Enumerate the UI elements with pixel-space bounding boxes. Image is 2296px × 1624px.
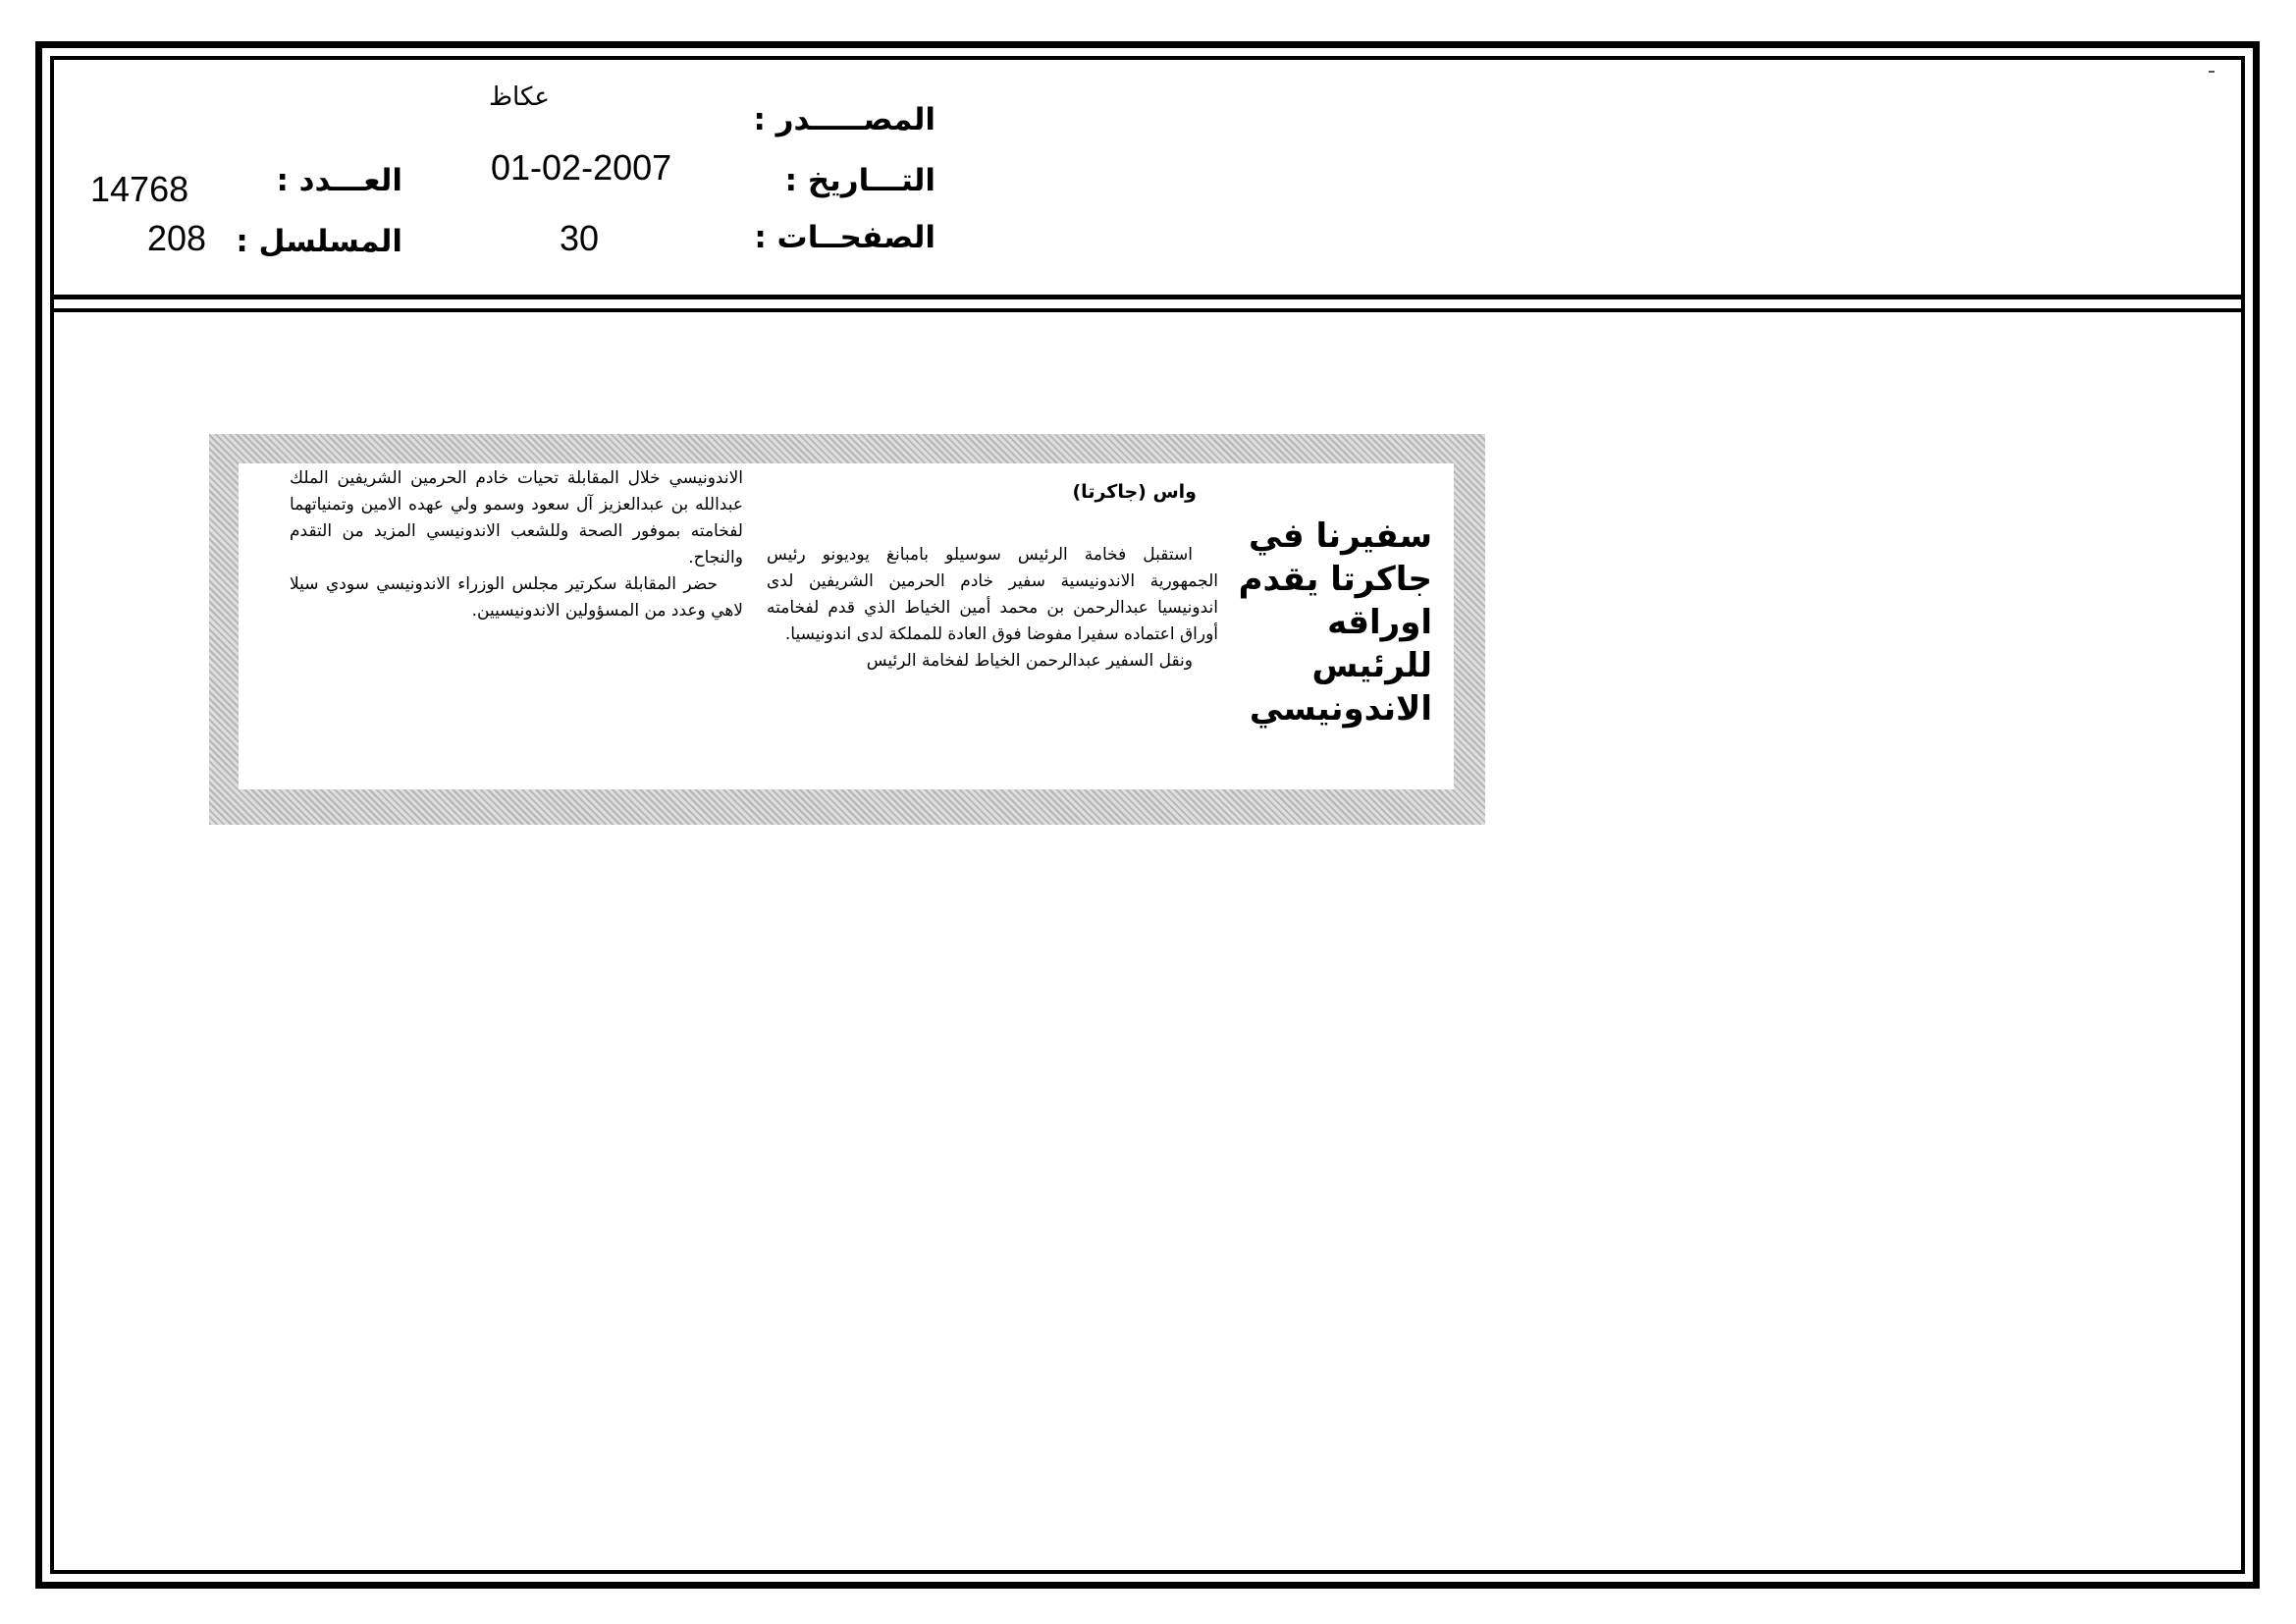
issue-label: العـــدد : xyxy=(276,163,402,198)
issue-value: 14768 xyxy=(90,169,189,209)
clipping-paper xyxy=(239,463,1454,789)
headline-line: اوراقه للرئيس xyxy=(1311,603,1432,685)
serial-value: 208 xyxy=(147,218,207,258)
date-value: 01-02-2007 xyxy=(491,147,672,188)
source-label: المصـــــدر : xyxy=(753,102,935,137)
date-label: التـــاريخ : xyxy=(784,163,935,198)
paragraph: حضر المقابلة سكرتير مجلس الوزراء الاندونيسي سودي سيلا لاهي وعدد من المسؤولين الاندونيسيين. xyxy=(290,574,743,621)
header-divider xyxy=(50,295,2245,312)
newspaper-clipping xyxy=(209,434,1485,825)
headline-line: الاندونيسي xyxy=(1249,689,1432,729)
article-column-left xyxy=(290,465,743,624)
scan-mark xyxy=(2209,71,2215,73)
headline-line: سفيرنا في xyxy=(1249,516,1432,556)
pages-value: 30 xyxy=(560,218,600,258)
source-value: عكاظ xyxy=(489,82,550,112)
paragraph: الاندونيسي خلال المقابلة تحيات خادم الحرمين الشريفين الملك عبدالله بن عبدالعزيز آل سعود وسمو ولي عهده الامين وتمنياتهما لفخامته بموفور الصحة وللشعب الاندونيسي المزيد من التقدم والنجاح. xyxy=(290,468,743,568)
pages-label: الصفحــات : xyxy=(754,220,935,255)
paragraph: استقبل فخامة الرئيس سوسيلو بامبانغ يوديونو رئيس الجمهورية الاندونيسية سفير خادم الحرمين الشريفين لدى اندونيسيا عبدالرحمن بن محمد أمين الخياط الذي قدم لفخامته أوراق اعتماده سفيرا مفوضا فوق العادة للمملكة لدى اندونيسيا. xyxy=(767,545,1218,644)
serial-label: المسلسل : xyxy=(236,224,402,259)
article-headline xyxy=(1226,514,1432,731)
headline-line: جاكرتا يقدم xyxy=(1238,560,1432,599)
article-column-right xyxy=(767,542,1218,675)
paragraph: ونقل السفير عبدالرحمن الخياط لفخامة الرئيس xyxy=(866,651,1193,671)
article-byline: واس (جاكرتا) xyxy=(1072,481,1197,503)
